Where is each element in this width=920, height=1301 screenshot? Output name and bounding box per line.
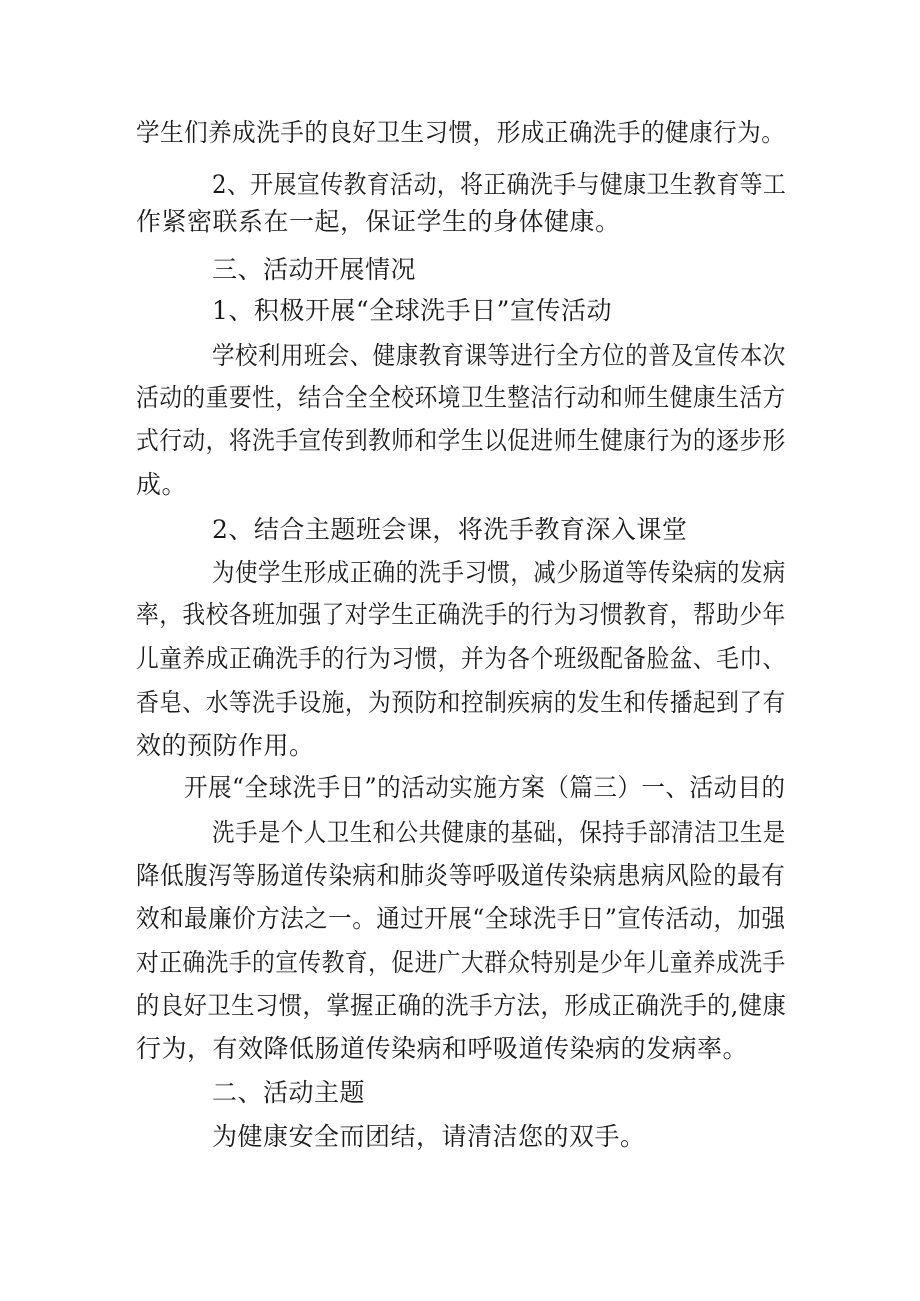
text-line: 率，我校各班加强了对学生正确洗手的行为习惯教育，帮助少年 xyxy=(136,600,786,629)
text-line: 效和最廉价方法之一。通过开展“全球洗手日”宣传活动，加强 xyxy=(136,904,786,933)
section-heading: 二、活动主题 xyxy=(212,1078,366,1107)
section-heading: 三、活动开展情况 xyxy=(212,255,417,284)
text-line: 降低腹泻等肠道传染病和肺炎等呼吸道传染病患病风险的最有 xyxy=(136,861,786,890)
text-line: 作紧密联系在一起，保证学生的身体健康。 xyxy=(136,207,621,236)
text-line: 为健康安全而团结，请清洁您的双手。 xyxy=(212,1122,646,1151)
text-line: 式行动，将洗手宣传到教师和学生以促进师生健康行为的逐步形 xyxy=(136,426,786,455)
text-line: 为使学生形成正确的洗手习惯，减少肠道等传染病的发病 xyxy=(212,558,786,587)
subsection-heading: 1、积极开展“全球洗手日”宣传活动 xyxy=(212,296,612,325)
text-line: 活动的重要性，结合全全校环境卫生整洁行动和师生健康生活方 xyxy=(136,383,786,412)
text-line: 效的预防作用。 xyxy=(136,731,315,760)
section-title: 开展“全球洗手日”的活动实施方案（篇三）一、活动目的 xyxy=(184,773,786,802)
text-line: 2、开展宣传教育活动，将正确洗手与健康卫生教育等工 xyxy=(212,170,787,199)
text-line: 洗手是个人卫生和公共健康的基础，保持手部清洁卫生是 xyxy=(212,818,786,847)
text-line: 学生们养成洗手的良好卫生习惯，形成正确洗手的健康行为。 xyxy=(136,118,786,147)
text-line: 学校利用班会、健康教育课等进行全方位的普及宣传本次 xyxy=(212,341,786,370)
text-line: 成。 xyxy=(136,470,188,499)
text-line: 香皂、水等洗手设施，为预防和控制疾病的发生和传播起到了有 xyxy=(136,688,786,717)
text-line: 儿童养成正确洗手的行为习惯，并为各个班级配备脸盆、毛巾、 xyxy=(136,644,786,673)
text-line: 行为，有效降低肠道传染病和呼吸道传染病的发病率。 xyxy=(136,1034,749,1063)
text-line: 的良好卫生习惯，掌握正确的洗手方法，形成正确洗手的,健康 xyxy=(136,991,787,1020)
subsection-heading: 2、结合主题班会课，将洗手教育深入课堂 xyxy=(212,515,688,544)
text-line: 对正确洗手的宣传教育，促进广大群众特别是少年儿童养成洗手 xyxy=(136,948,786,977)
